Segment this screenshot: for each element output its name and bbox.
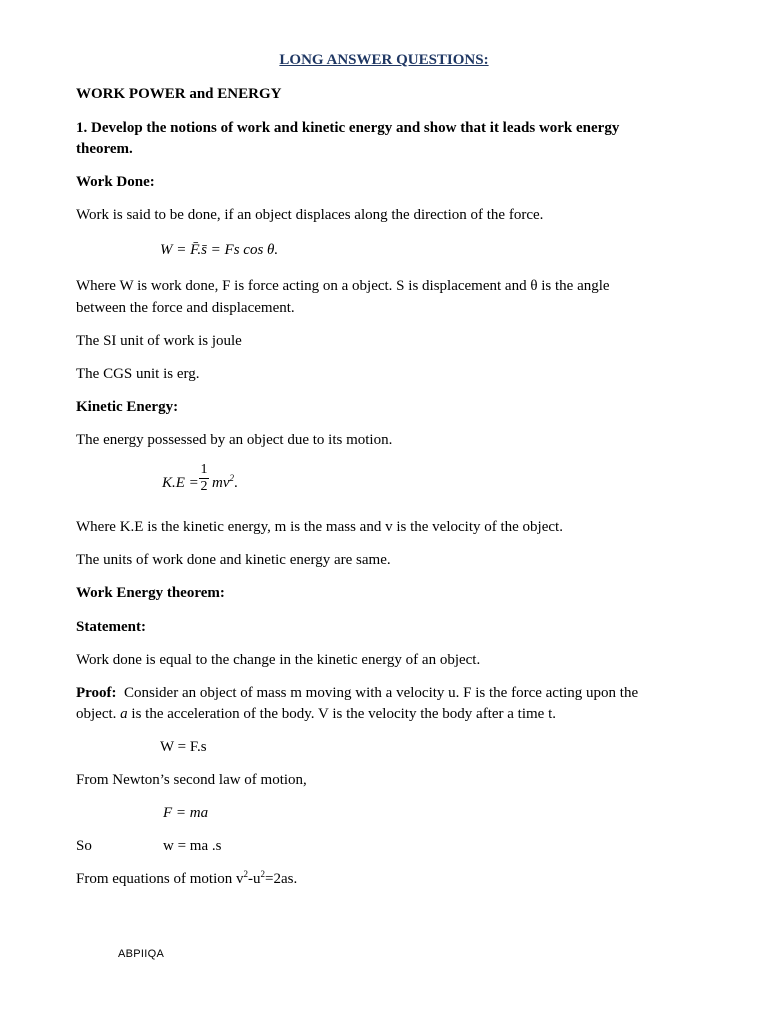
units-same-text: The units of work done and kinetic energy are same. <box>76 552 391 568</box>
proof-line-1 <box>76 683 638 703</box>
question-line-1: 1. Develop the notions of work and kinetic energy and show that it leads work energy <box>76 120 620 136</box>
work-done-definition: Work is said to be done, if an object displaces along the direction of the force. <box>76 207 544 223</box>
motion-prefix: From equations of motion v <box>76 871 244 887</box>
eq-ke-denominator: 2 <box>200 479 208 494</box>
work-energy-theorem-heading: Work Energy theorem: <box>76 585 225 601</box>
page-heading: LONG ANSWER QUESTIONS: <box>279 52 489 68</box>
motion-suffix: =2as. <box>265 871 298 887</box>
newton-line: From Newton’s second law of motion, <box>76 772 307 788</box>
equation-w-fs: W = F.s <box>160 739 207 755</box>
so-label: So <box>76 838 92 854</box>
cgs-unit-text: The CGS unit is erg. <box>76 366 200 382</box>
eq-ke-rhs: mv <box>212 475 230 491</box>
equations-of-motion-line <box>76 869 297 889</box>
where-line-1: Where W is work done, F is force acting on a object. S is displacement and θ is the angle <box>76 278 610 294</box>
proof-line-1-text: Consider an object of mass m moving with a velocity u. F is the force acting upon the <box>124 685 639 701</box>
proof-line-2-b: is the acceleration of the body. V is the velocity the body after a time t. <box>131 706 556 722</box>
section-title: WORK POWER and ENERGY <box>76 86 282 102</box>
si-unit-text: The SI unit of work is joule <box>76 333 242 349</box>
kinetic-energy-where: Where K.E is the kinetic energy, m is the mass and v is the velocity of the object. <box>76 519 563 535</box>
motion-exp-1: 2 <box>243 869 248 879</box>
kinetic-energy-heading: Kinetic Energy: <box>76 399 179 415</box>
eq-ke-rhs-wrap <box>212 473 238 493</box>
proof-label: Proof: <box>76 685 117 701</box>
kinetic-energy-definition: The energy possessed by an object due to its motion. <box>76 432 393 448</box>
proof-line-2-a: object. <box>76 706 117 722</box>
eq-ke-fraction <box>197 462 211 495</box>
eq-ke-exponent: 2 <box>229 473 234 483</box>
statement-heading: Statement: <box>76 619 146 635</box>
eq-ke-lhs: K.E = <box>162 475 199 491</box>
motion-mid: -u <box>248 871 261 887</box>
question-line-2: theorem. <box>76 141 133 157</box>
equation-f-ma: F = ma <box>163 805 209 821</box>
page-footer: ABPIIQA <box>118 948 165 960</box>
motion-exp-2: 2 <box>260 869 265 879</box>
proof-line-2-var: a <box>120 706 128 722</box>
work-done-heading: Work Done: <box>76 174 155 190</box>
where-line-2: between the force and displacement. <box>76 300 295 316</box>
eq-ke-numerator: 1 <box>200 462 208 477</box>
proof-line-2 <box>76 704 556 724</box>
equation-work: W = F̄.s̄ = Fs cos θ. <box>160 242 279 258</box>
eq-ke-end: . <box>234 475 238 491</box>
statement-text: Work done is equal to the change in the kinetic energy of an object. <box>76 652 481 668</box>
equation-w-mas: w = ma .s <box>163 838 222 854</box>
